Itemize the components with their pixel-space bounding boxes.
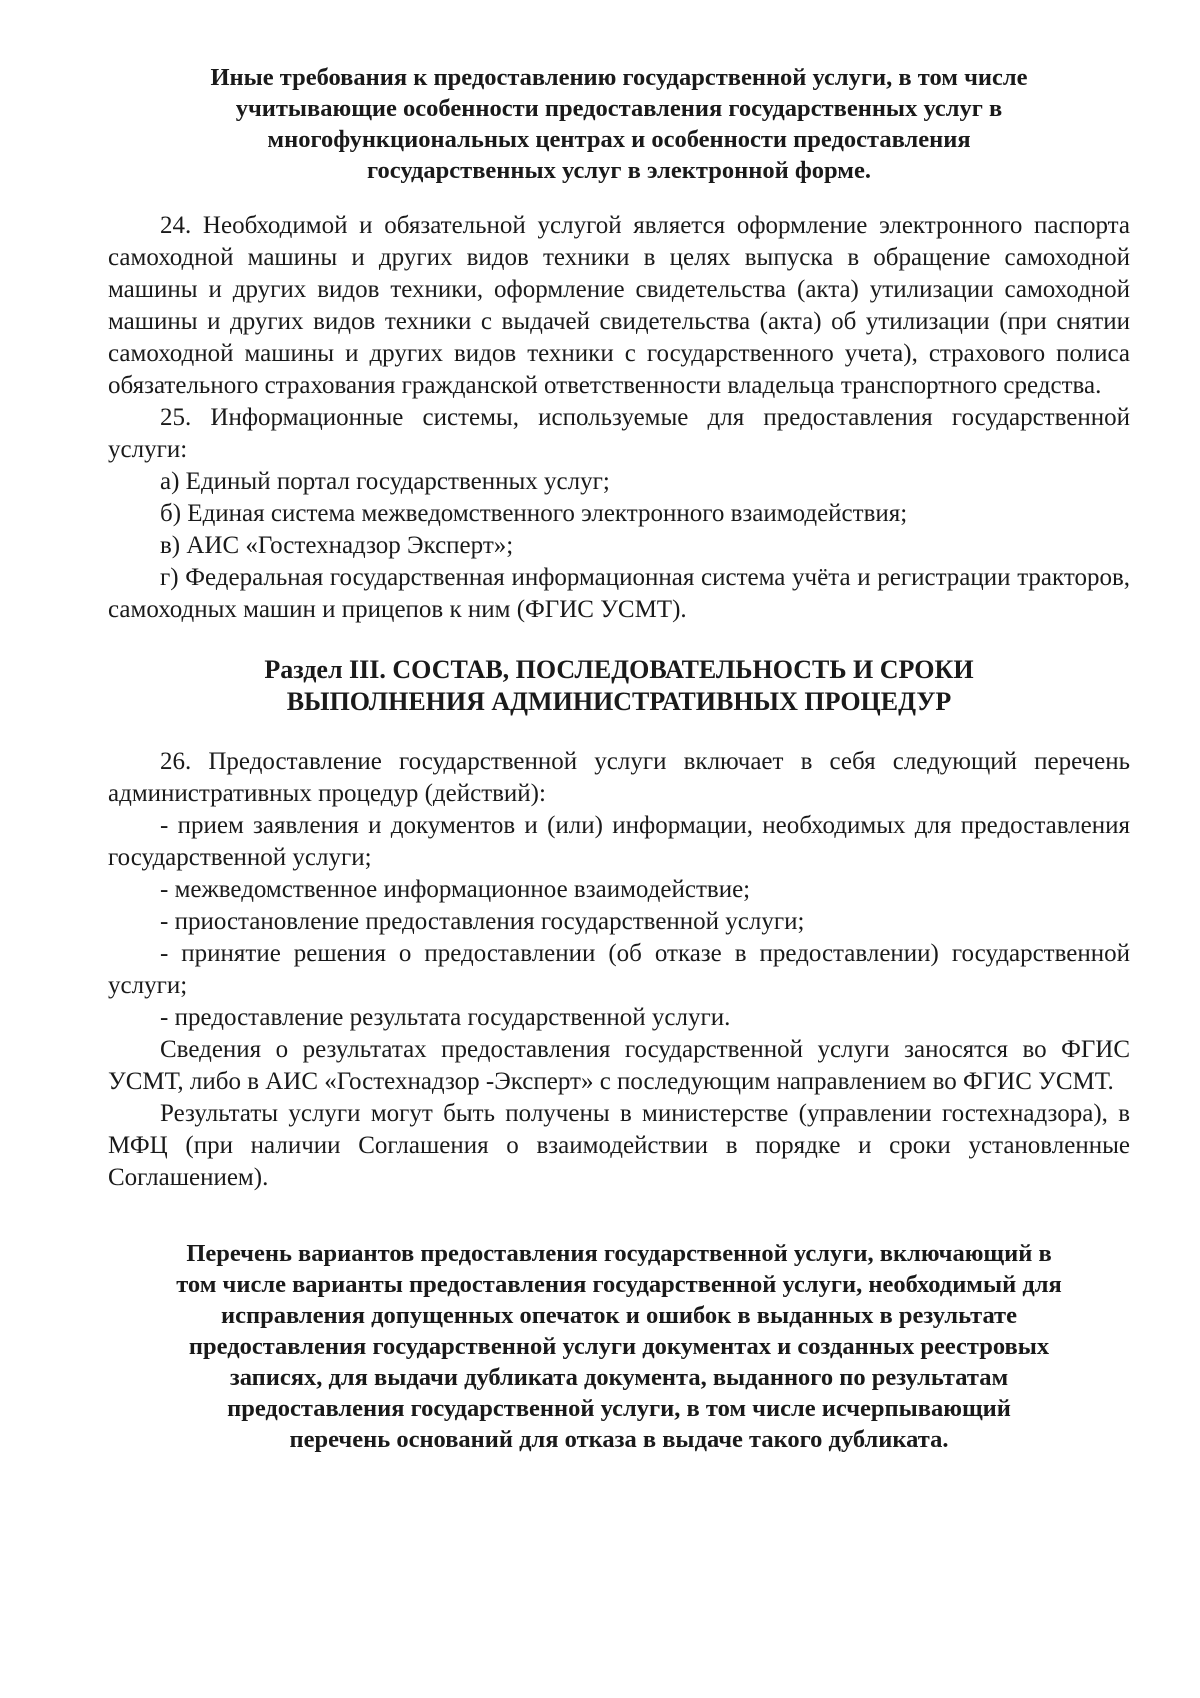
heading-line: записях, для выдачи дубликата документа, выданного по результатам (229, 1364, 1009, 1391)
heading-line: государственных услуг в электронной форме. (367, 157, 871, 184)
heading-line: многофункциональных центрах и особенности предоставления (267, 126, 971, 153)
heading-line: предоставления государственной услуги документах и созданных реестровых (188, 1333, 1050, 1360)
document-page (108, 62, 1130, 1455)
heading-line: ВЫПОЛНЕНИЯ АДМИНИСТРАТИВНЫХ ПРОЦЕДУР (286, 687, 952, 716)
paragraph-results-receipt: Результаты услуги могут быть получены в министерстве (управлении гостехнадзора), в МФЦ (при наличии Соглашения о взаимодействии в порядке и сроки установленные Соглашением). (108, 1100, 1130, 1191)
heading-line: исправления допущенных опечаток и ошибок в выданных в результате (221, 1302, 1017, 1329)
section-heading-part-3 (108, 654, 1130, 718)
list-item-b: б) Единая система межведомственного электронного взаимодействия; (160, 500, 908, 527)
procedure-item: - прием заявления и документов и (или) информации, необходимых для предоставления государственной услуги; (108, 812, 1130, 871)
procedure-item: - межведомственное информационное взаимодействие; (160, 876, 751, 903)
procedure-item: - приостановление предоставления государственной услуги; (160, 908, 805, 935)
list-item-v: в) АИС «Гостехнадзор Эксперт»; (160, 532, 514, 559)
section-heading-other-requirements (108, 62, 1130, 186)
heading-line: учитывающие особенности предоставления государственных услуг в (235, 95, 1003, 122)
paragraph-26: 26. Предоставление государственной услуги включает в себя следующий перечень административных процедур (действий): (108, 748, 1130, 807)
heading-line: предоставления государственной услуги, в том числе исчерпывающий (227, 1395, 1011, 1422)
paragraph-24: 24. Необходимой и обязательной услугой является оформление электронного паспорта самоходной машины и других видов техники в целях выпуска в обращение самоходной машины и других видов техники, оформление свидетельства (акта) утилизации самоходной машины и других видов техники с выдачей свидетельства (акта) об утилизации (при снятии самоходной машины и других видов техники с государственного учета), страхового полиса обязательного страхования гражданской ответственности владельца транспортного средства. (108, 212, 1130, 399)
heading-line: перечень оснований для отказа в выдаче такого дубликата. (289, 1426, 949, 1453)
paragraph-25: 25. Информационные системы, используемые для предоставления государственной услуги: (108, 404, 1130, 463)
heading-line: Иные требования к предоставлению государственной услуги, в том числе (210, 64, 1028, 91)
procedure-item: - принятие решения о предоставлении (об отказе в предоставлении) государственной услуги; (108, 940, 1130, 999)
heading-line: Раздел III. СОСТАВ, ПОСЛЕДОВАТЕЛЬНОСТЬ И СРОКИ (264, 655, 974, 684)
heading-line: том числе варианты предоставления государственной услуги, необходимый для (176, 1271, 1062, 1298)
section-heading-variants (108, 1238, 1130, 1455)
list-item-a: а) Единый портал государственных услуг; (160, 468, 610, 495)
heading-line: Перечень вариантов предоставления государственной услуги, включающий в (186, 1240, 1052, 1267)
list-item-g: г) Федеральная государственная информационная система учёта и регистрации тракторов, самоходных машин и прицепов к ним (ФГИС УСМТ). (108, 564, 1130, 623)
paragraph-results-info: Сведения о результатах предоставления государственной услуги заносятся во ФГИС УСМТ, либо в АИС «Гостехнадзор -Эксперт» с последующим направлением во ФГИС УСМТ. (108, 1036, 1130, 1095)
body-block-a (108, 210, 1130, 626)
body-block-b (108, 746, 1130, 1194)
procedure-item: - предоставление результата государственной услуги. (160, 1004, 731, 1031)
